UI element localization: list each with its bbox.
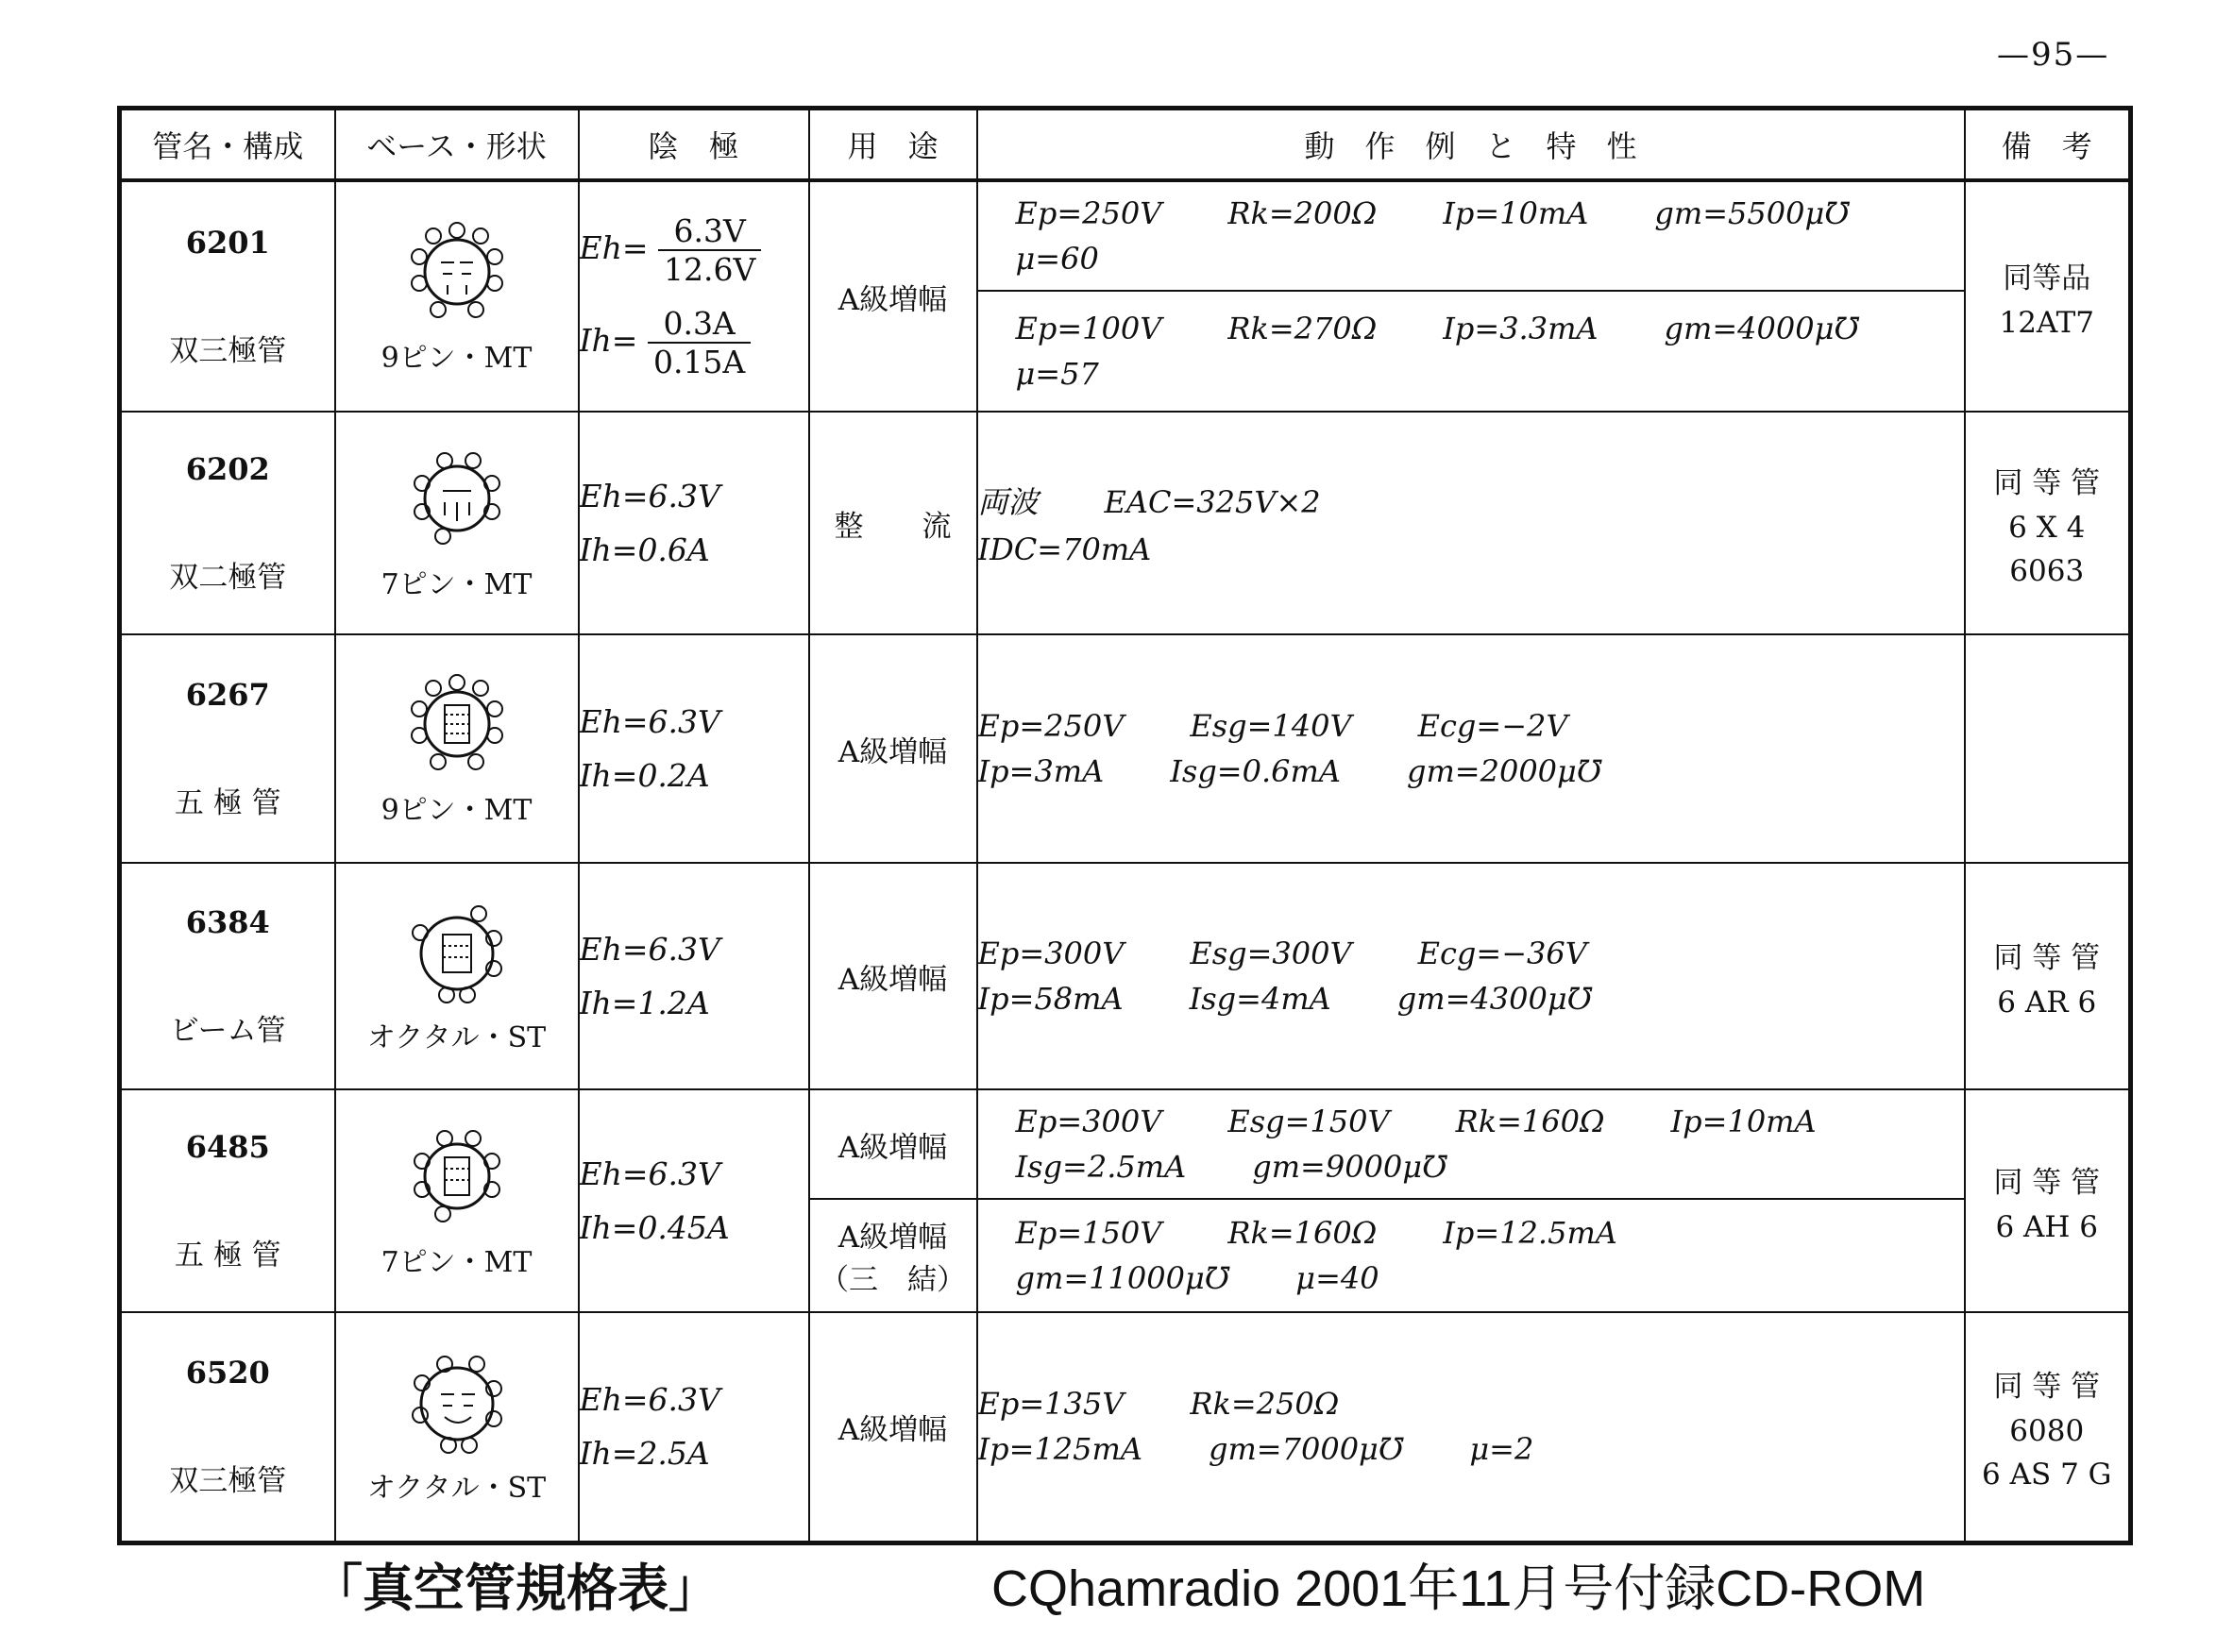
- op-value: Ip=58mA: [977, 981, 1124, 1017]
- cathode-cell: [579, 863, 809, 1089]
- use-b-label: A級増幅: [837, 1221, 948, 1255]
- note-cell: [1965, 412, 2131, 634]
- base-cell: [335, 634, 579, 863]
- tube-name-cell: [120, 1089, 335, 1312]
- cathode-ih: Ih=2.5A: [579, 1435, 710, 1473]
- base-shape: 7ピン・MT: [381, 568, 533, 601]
- tube-spec-table: [117, 106, 2133, 1545]
- op-value: Ecg=−36V: [1417, 936, 1587, 971]
- note-line: 6 X 4: [2008, 510, 2086, 545]
- cathode-ih: Ih=0.2A: [579, 757, 710, 794]
- cathode-ih: Ih=1.2A: [579, 985, 710, 1021]
- use-cell: A級増幅: [809, 180, 977, 412]
- op-value: Isg=0.6mA: [1170, 753, 1341, 789]
- op-value: IDC=70mA: [977, 531, 1152, 567]
- cathode-ih-bottom: 0.15A: [652, 344, 746, 380]
- operation-b: [978, 292, 1964, 411]
- op-value: gm=4300μ℧: [1396, 981, 1593, 1017]
- note-line: 同 等 管: [1993, 940, 2101, 975]
- header-name: 管名・構成: [120, 109, 335, 181]
- tube-type: 五 極 管: [174, 785, 281, 820]
- note-cell: [1965, 180, 2131, 412]
- op-value: Ip=10mA: [1670, 1104, 1817, 1139]
- cathode-cell: [579, 634, 809, 863]
- cathode-eh: [580, 212, 808, 288]
- table-row: [120, 180, 2131, 412]
- op-value: Rk=200Ω: [1227, 195, 1378, 231]
- op-value: Ip=12.5mA: [1443, 1215, 1617, 1251]
- header-base: ベース・形状: [335, 109, 579, 181]
- op-value: μ=2: [1469, 1431, 1534, 1468]
- op-value: gm=7000μ℧: [1208, 1431, 1404, 1468]
- base-shape: 9ピン・MT: [381, 342, 533, 375]
- page-number: —95—: [1997, 36, 2110, 74]
- cathode-ih-label: Ih=: [579, 322, 638, 359]
- header-note: 備 考: [1965, 109, 2131, 181]
- cathode-cell: [579, 180, 809, 412]
- op-value: Ip=3mA: [977, 753, 1105, 789]
- tube-name-cell: [120, 634, 335, 863]
- cathode-ih-top: 0.3A: [648, 305, 751, 344]
- cathode-eh-top: 6.3V: [658, 212, 761, 251]
- op-value: Rk=250Ω: [1190, 1386, 1340, 1423]
- op-value: gm=4000μ℧: [1664, 311, 1859, 346]
- operation-b: [978, 1200, 1964, 1311]
- op-value: Ecg=−2V: [1417, 708, 1568, 744]
- use-b: [810, 1200, 976, 1311]
- tube-number: 6384: [185, 903, 270, 940]
- op-value: 両波: [977, 484, 1039, 520]
- tube-type: 五 極 管: [174, 1238, 281, 1273]
- cathode-eh-label: Eh=: [579, 229, 649, 266]
- op-value: μ=57: [1015, 356, 1099, 392]
- op-value: Ip=125mA: [977, 1431, 1142, 1468]
- note-line: 同 等 管: [1993, 1369, 2101, 1404]
- operation-cell: [977, 1089, 1965, 1312]
- op-value: gm=5500μ℧: [1654, 195, 1850, 231]
- use-cell: 整 流: [809, 412, 977, 634]
- operation-a: [978, 1090, 1964, 1200]
- op-value: Ep=135V: [977, 1386, 1125, 1423]
- cathode-eh: Eh=6.3V: [579, 478, 720, 514]
- tube-name-cell: [120, 863, 335, 1089]
- use-cell: [809, 1089, 977, 1312]
- header-cathode: 陰 極: [579, 109, 809, 181]
- table-row: [120, 1312, 2131, 1542]
- operation-cell: [977, 412, 1965, 634]
- header-use: 用 途: [809, 109, 977, 181]
- cathode-eh: Eh=6.3V: [579, 931, 720, 968]
- table-row: [120, 412, 2131, 634]
- tube-number: 6520: [185, 1354, 270, 1391]
- use-cell: A級増幅: [809, 863, 977, 1089]
- cathode-eh: Eh=6.3V: [579, 1155, 720, 1192]
- cathode-cell: [579, 1312, 809, 1542]
- tube-type: 双三極管: [169, 1463, 287, 1498]
- op-value: gm=2000μ℧: [1406, 753, 1602, 789]
- base-cell: [335, 1312, 579, 1542]
- tube-number: 6485: [185, 1128, 270, 1165]
- pin-diagram-icon: [386, 1347, 528, 1460]
- use-cell: A級増幅: [809, 1312, 977, 1542]
- operation-cell: [977, 863, 1965, 1089]
- note-line: 同 等 管: [1993, 1165, 2101, 1200]
- op-value: Esg=300V: [1190, 936, 1352, 971]
- tube-type: 双三極管: [169, 333, 287, 368]
- op-value: gm=9000μ℧: [1252, 1149, 1447, 1185]
- base-shape: オクタル・ST: [366, 1021, 547, 1054]
- note-line: 6 AR 6: [1997, 985, 2097, 1020]
- operation-a: [978, 182, 1964, 292]
- base-shape: オクタル・ST: [366, 1472, 547, 1506]
- base-cell: [335, 412, 579, 634]
- pin-diagram-icon: [386, 669, 528, 783]
- op-value: EAC=325V×2: [1104, 484, 1321, 520]
- base-cell: [335, 863, 579, 1089]
- op-value: μ=60: [1015, 241, 1099, 277]
- base-cell: [335, 1089, 579, 1312]
- op-value: Ip=3.3mA: [1443, 311, 1599, 346]
- cathode-ih: Ih=0.6A: [579, 531, 710, 568]
- op-value: Ip=10mA: [1443, 195, 1589, 231]
- table-row: [120, 634, 2131, 863]
- use-a-label: A級増幅: [837, 1130, 948, 1165]
- op-value: Esg=140V: [1190, 708, 1352, 744]
- operation-cell: [977, 180, 1965, 412]
- op-value: Rk=160Ω: [1227, 1215, 1378, 1251]
- op-value: Ep=100V: [1015, 311, 1162, 346]
- cathode-ih: [580, 305, 808, 380]
- pin-diagram-icon: [386, 217, 528, 330]
- table-row: [120, 863, 2131, 1089]
- base-shape: 7ピン・MT: [381, 1246, 533, 1279]
- use-a: [810, 1090, 976, 1200]
- tube-name-cell: [120, 1312, 335, 1542]
- pin-diagram-icon: [386, 444, 528, 557]
- cathode-cell: [579, 412, 809, 634]
- note-line: 同等品: [2003, 261, 2091, 295]
- base-shape: 9ピン・MT: [381, 794, 533, 827]
- cathode-ih: Ih=0.45A: [579, 1209, 730, 1246]
- tube-type: 双二極管: [169, 560, 287, 595]
- op-value: Isg=4mA: [1189, 981, 1331, 1017]
- op-value: Rk=160Ω: [1455, 1104, 1605, 1139]
- header-row: [120, 109, 2131, 181]
- cathode-eh-fraction: [658, 212, 761, 288]
- footer-source: CQhamradio 2001年11月号付録CD-ROM: [991, 1560, 1926, 1617]
- op-value: Ep=250V: [977, 708, 1125, 744]
- tube-type: ビーム管: [169, 1013, 286, 1048]
- note-cell: [1965, 634, 2131, 863]
- op-value: Isg=2.5mA: [1015, 1149, 1187, 1185]
- cathode-eh: Eh=6.3V: [579, 1381, 720, 1419]
- op-value: Esg=150V: [1227, 1104, 1390, 1139]
- operation-cell: [977, 634, 1965, 863]
- tube-number: 6202: [185, 450, 270, 487]
- op-value: Rk=270Ω: [1227, 311, 1378, 346]
- note-cell: [1965, 1089, 2131, 1312]
- note-line: 12AT7: [1999, 305, 2095, 340]
- op-value: gm=11000μ℧: [1015, 1260, 1230, 1296]
- op-value: μ=40: [1295, 1260, 1379, 1296]
- pin-diagram-icon: [386, 1121, 528, 1235]
- cathode-eh: Eh=6.3V: [579, 703, 720, 740]
- op-value: Ep=300V: [1015, 1104, 1162, 1139]
- note-line: 同 等 管: [1993, 465, 2101, 500]
- tube-number: 6201: [185, 224, 270, 261]
- op-value: Ep=300V: [977, 936, 1125, 971]
- cathode-ih-fraction: [648, 305, 751, 380]
- pin-diagram-icon: [386, 897, 528, 1010]
- note-line: 6 AH 6: [1995, 1209, 2099, 1244]
- cathode-cell: [579, 1089, 809, 1312]
- note-cell: [1965, 1312, 2131, 1542]
- note-cell: [1965, 863, 2131, 1089]
- tube-number: 6267: [185, 676, 270, 713]
- operation-cell: [977, 1312, 1965, 1542]
- op-value: Ep=150V: [1015, 1215, 1162, 1251]
- note-line: 6063: [2009, 553, 2085, 588]
- note-line: 6 AS 7 G: [1982, 1457, 2112, 1492]
- tube-name-cell: [120, 180, 335, 412]
- note-line: 6080: [2009, 1413, 2085, 1448]
- tube-name-cell: [120, 412, 335, 634]
- use-cell: A級増幅: [809, 634, 977, 863]
- footer-title: 「真空管規格表」: [312, 1559, 719, 1618]
- cathode-eh-bottom: 12.6V: [664, 251, 756, 288]
- use-b-sub: （三 結）: [820, 1263, 966, 1297]
- base-cell: [335, 180, 579, 412]
- header-operation: 動 作 例 と 特 性: [977, 109, 1965, 181]
- op-value: Ep=250V: [1015, 195, 1162, 231]
- table-row: [120, 1089, 2131, 1312]
